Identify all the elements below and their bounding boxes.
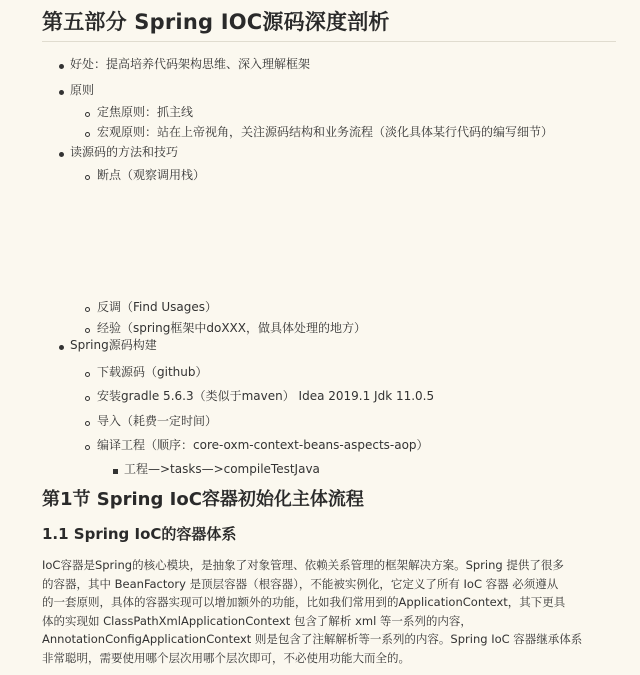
- paragraph-line: 的容器，其中 BeanFactory 是顶层容器（根容器），不能被实例化，它定义了所有 IoC 容器 必须遵从: [42, 576, 559, 591]
- outline-item-experience: 经验（spring框架中doXXX，做具体处理的地方）: [97, 321, 366, 335]
- outline-item-source-build: Spring源码构建: [70, 338, 157, 352]
- bullet-disc-icon: [59, 64, 64, 69]
- outline-item-principles: 原则: [70, 83, 95, 97]
- bullet-circle-icon: [85, 445, 90, 450]
- outline-item-install-gradle: 安装gradle 5.6.3（类似于maven） Idea 2019.1 Jdk 11.0.5: [97, 389, 435, 403]
- paragraph-line: 非常聪明，需要使用哪个层次用哪个层次即可，不必使用功能大而全的。: [42, 650, 410, 665]
- outline-item-benefit: 好处：提高培养代码架构思维、深入理解框架: [70, 57, 311, 71]
- outline-item-import: 导入（耗费一定时间）: [97, 414, 218, 428]
- bullet-square-icon: [113, 469, 118, 474]
- ioc-paragraph: [42, 556, 632, 668]
- outline-item-compile-task: 工程—>tasks—>compileTestJava: [124, 462, 320, 476]
- bullet-circle-icon: [85, 132, 90, 137]
- bullet-circle-icon: [85, 175, 90, 180]
- bullet-circle-icon: [85, 307, 90, 312]
- bullet-disc-icon: [59, 90, 64, 95]
- bullet-circle-icon: [85, 112, 90, 117]
- bullet-circle-icon: [85, 372, 90, 377]
- bullet-disc-icon: [59, 345, 64, 350]
- bullet-circle-icon: [85, 421, 90, 426]
- outline-item-find-usages: 反调（Find Usages）: [97, 300, 218, 314]
- outline-item-reading-methods: 读源码的方法和技巧: [70, 145, 179, 159]
- bullet-circle-icon: [85, 396, 90, 401]
- paragraph-line: AnnotationConfigApplicationContext 则是包含了注解解析等一系列的内容。Spring IoC 容器继承体系: [42, 632, 583, 647]
- outline-item-compile: 编译工程（顺序：core-oxm-context-beans-aspects-aop）: [97, 438, 429, 452]
- bullet-circle-icon: [85, 328, 90, 333]
- subsection-title: 1.1 Spring IoC的容器体系: [42, 525, 237, 543]
- title-divider: [42, 41, 616, 42]
- outline-item-focus-principle: 定焦原则：抓主线: [97, 105, 194, 119]
- section-title: 第五部分 Spring IOC源码深度剖析: [42, 10, 390, 34]
- bullet-disc-icon: [59, 152, 64, 157]
- outline-item-macro-principle: 宏观原则：站在上帝视角，关注源码结构和业务流程（淡化具体某行代码的编写细节）: [97, 125, 554, 139]
- paragraph-line: 的一套原则，具体的容器实现可以增加额外的功能，比如我们常用到的ApplicationContext，其下更具: [42, 595, 566, 610]
- section1-title: 第1节 Spring IoC容器初始化主体流程: [42, 489, 364, 510]
- paragraph-line: IoC容器是Spring的核心模块，是抽象了对象管理、依赖关系管理的框架解决方案。Spring 提供了很多: [42, 558, 564, 572]
- paragraph-line: 体的实现如 ClassPathXmlApplicationContext 包含了解析 xml 等一系列的内容，: [42, 613, 472, 628]
- outline-item-breakpoint: 断点（观察调用栈）: [97, 168, 206, 182]
- outline-item-download-source: 下载源码（github）: [97, 365, 208, 379]
